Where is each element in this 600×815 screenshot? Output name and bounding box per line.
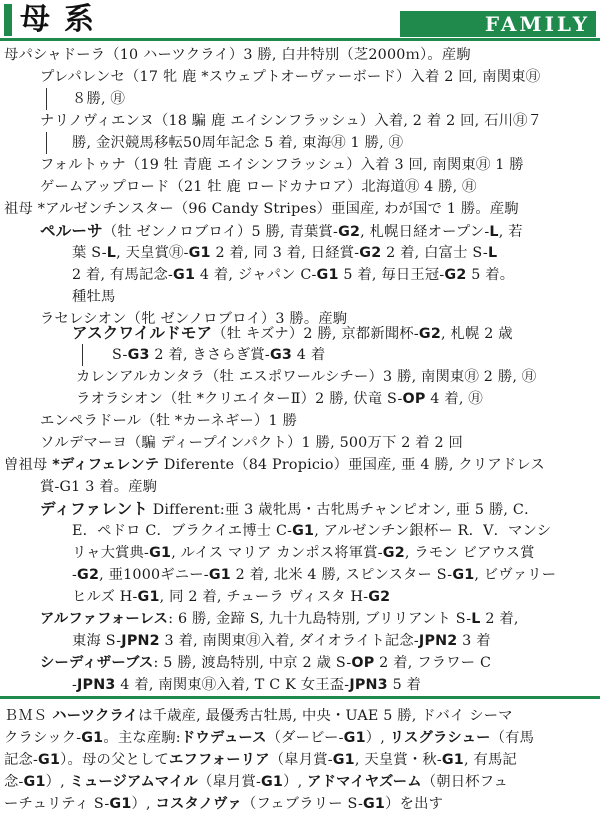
bms-line: ＢＭＳ ハーツクライは千歳産, 最優秀古牡馬, 中央・UAE 5 勝, ドバイ シーマ	[4, 708, 513, 724]
entry-line: リャ大賞典-G1, ルイス マリア カンポス将軍賞-G2, ラモン ビアウス賞	[72, 545, 535, 561]
entry-line: -G2, 亜1000ギニー-G1 2 着, 北米 4 勝, スピンスター S-G1, ビヴァリー	[72, 567, 557, 583]
entry-line: アルファフォーレス: 6 勝, 金蹄 S, 九十九島特別, ブリリアント S-L 2 着,	[40, 611, 519, 627]
entry-line: ヒルズ H-G1, 同 2 着, チューラ ヴィスタ H-G2	[72, 589, 391, 605]
entry-line: 母パシャドーラ（10 ハーツクライ）3 勝, 白井特別（芝2000ｍ）。産駒	[4, 47, 471, 63]
horse-name-bold: *ディフェレンテ	[52, 457, 160, 473]
horse-name-bold: アスクワイルドモア	[72, 324, 213, 342]
entry-line: エンペラドール（牡 *カーネギー）1 勝	[40, 413, 298, 429]
entry-line: S-G3 2 着, きさらぎ賞-G3 4 着	[112, 347, 326, 363]
horse-name-bold: ディファレント	[40, 500, 148, 518]
continuation-bar	[82, 344, 83, 366]
continuation-bar	[46, 132, 47, 154]
section-header	[0, 0, 600, 40]
entry-line: ８勝, ㊊	[72, 91, 125, 107]
bms-line: クラシック-G1。主な産駒:ドウデュース（ダービー-G1）, リスグラシュー（有馬	[4, 730, 535, 746]
entry-line: 賞-G1 3 着。産駒	[40, 479, 158, 495]
entry-line: E．ペドロ C．ブラクイエ博士 C-G1, アルゼンチン銀杯ー R．V．マンシ	[72, 523, 552, 539]
entry-line: ラセレシオン（牝 ゼンノロブロイ）3 勝。産駒	[40, 311, 348, 327]
continuation-bar	[46, 88, 47, 110]
entry-line: シーディザーブス: 5 勝, 渡島特別, 中京 2 歳 S-OP 2 着, フラワー C	[40, 655, 492, 671]
header-accent-bar	[4, 4, 12, 36]
entry-line: ナリノヴィエンヌ（18 騙 鹿 エイシンフラッシュ）入着, 2 着 2 回, 石川㊊７	[40, 113, 543, 129]
entry-line: カレンアルカンタラ（牡 エスポワールシチー）3 勝, 南関東㊊ 2 勝, ㊊	[76, 369, 537, 385]
entry-line: アスクワイルドモア（牡 キズナ）2 勝, 京都新聞杯-G2, 札幌 2 歳	[72, 324, 513, 342]
entry-line: ラオラシオン（牡 *クリエイターⅡ）2 勝, 伏竜 S-OP 4 着, ㊊	[76, 391, 483, 407]
bms-line: ーチュリティ S-G1）, コスタノヴァ（フェブラリー S-G1）を出す	[4, 796, 444, 812]
entry-line: プレパレンセ（17 牝 鹿 *スウェプトオーヴァーボード）入着 2 回, 南関東㊊	[40, 69, 541, 85]
section-title: 母系	[20, 2, 108, 37]
sire-name-bold: ハーツクライ	[52, 708, 139, 724]
horse-name-bold: シーディザーブス	[40, 655, 154, 671]
entry-line: ソルデマーヨ（騙 ディープインパクト）1 勝, 500万下 2 着 2 回	[40, 435, 464, 451]
bms-divider	[0, 696, 600, 699]
entry-line: 東海 S-JPN2 3 着, 南関東㊊入着, ダイオライト記念-JPN2 3 着	[72, 633, 491, 649]
entry-line: 曽祖母 *ディフェレンテ Diferente（84 Propicio）亜国産, 亜 4 勝, クリアドレス	[4, 457, 545, 473]
bms-line: 記念-G1）。母の父としてエフフォーリア（皐月賞-G1, 天皇賞・秋-G1, 有馬記	[4, 752, 517, 768]
horse-name-bold: ペルーサ	[40, 222, 103, 240]
entry-line: ゲームアップロード（21 牡 鹿 ロードカナロア）北海道㊊ 4 勝, ㊊	[40, 179, 477, 195]
entry-line: ペルーサ（牡 ゼンノロブロイ）5 勝, 青葉賞-G2, 札幌日経オープン-L, 若	[40, 222, 523, 240]
entry-line: 葉 S-L, 天皇賞㊊-G1 2 着, 同 3 着, 日経賞-G2 2 着, 白富士 S-L	[72, 245, 498, 261]
entry-line: 種牡馬	[72, 289, 116, 305]
section-label-family: FAMILY	[400, 11, 596, 37]
entry-line: フォルトゥナ（19 牡 青鹿 エイシンフラッシュ）入着 3 回, 南関東㊊ 1 勝	[40, 157, 524, 173]
header-rule	[0, 38, 600, 41]
horse-name-bold: アルファフォーレス	[40, 611, 169, 627]
bms-line: 念-G1）, ミュージアムマイル（皐月賞-G1）, アドマイヤズーム（朝日杯フュ	[4, 774, 509, 790]
entry-line: ディファレント Different:亜 3 歳牝馬・古牝馬チャンピオン, 亜 5 勝, C．	[40, 500, 539, 518]
entry-line: 2 着, 有馬記念-G1 4 着, ジャパン C-G1 5 着, 毎日王冠-G2 5 着。	[72, 267, 515, 283]
entry-line: -JPN3 4 着, 南関東㊊入着, T C K 女王盃-JPN3 5 着	[72, 677, 422, 693]
entry-line: 祖母 *アルゼンチンスター（96 Candy Stripes）亜国産, わが国で 1 勝。産駒	[4, 201, 519, 217]
entry-line: 勝, 金沢競馬移転50周年記念 5 着, 東海㊊ 1 勝, ㊊	[72, 135, 404, 151]
